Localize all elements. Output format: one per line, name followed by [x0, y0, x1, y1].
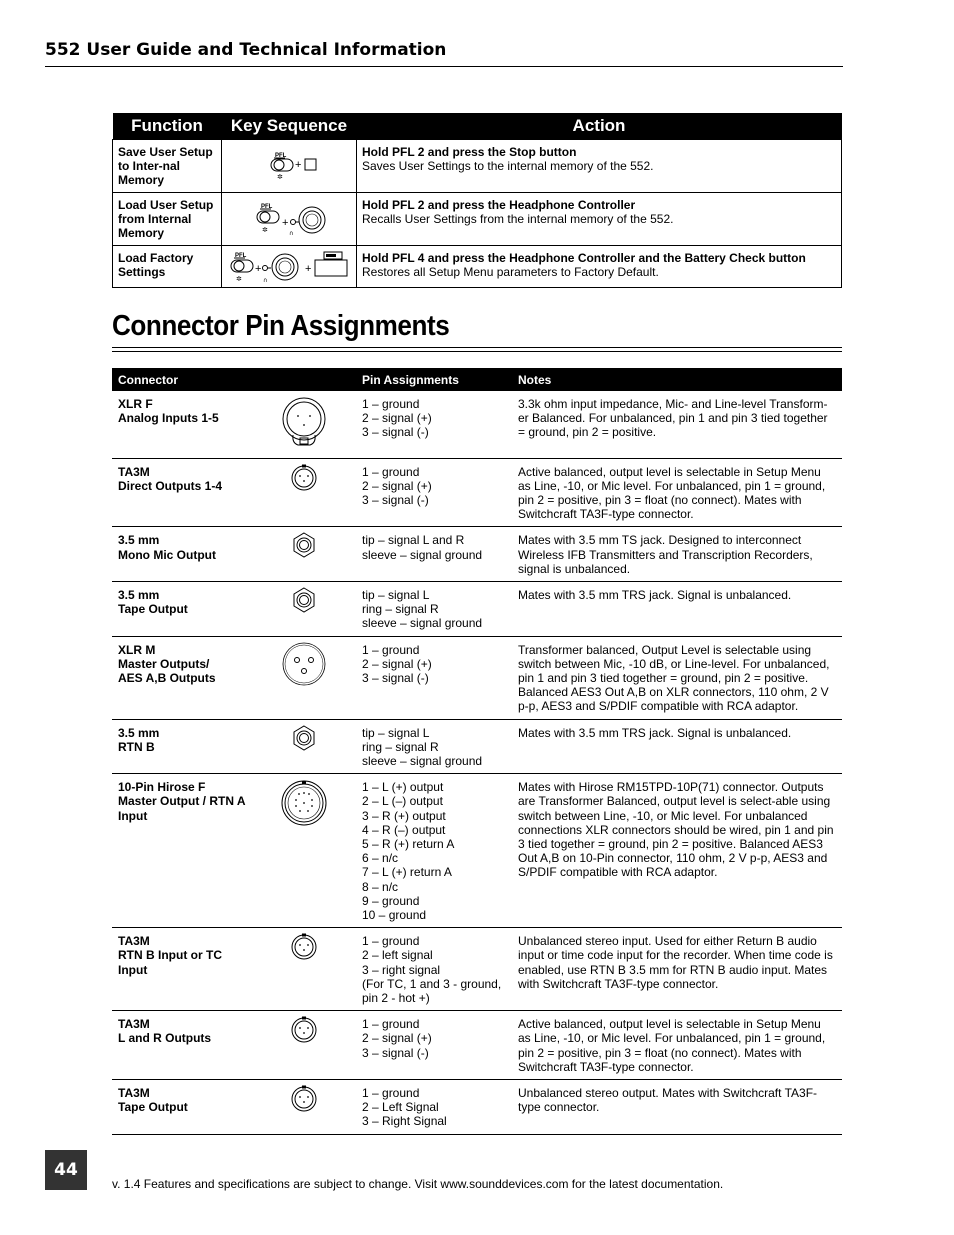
connector-name: 10-Pin Hirose F Master Output / RTN A Input	[112, 774, 252, 928]
connector-name: XLR M Master Outputs/ AES A,B Outputs	[112, 636, 252, 719]
connector-name: 3.5 mm RTN B	[112, 719, 252, 774]
action-cell	[357, 246, 842, 288]
table-row	[112, 928, 842, 1011]
pins-header: Pin Assignments	[356, 368, 512, 391]
section-title: Connector Pin Assignments	[112, 310, 450, 342]
table-row	[112, 527, 842, 582]
mini-jack-icon	[252, 719, 356, 774]
pin-assignments: 1 – ground 2 – left signal 3 – right signal (For TC, 1 and 3 - ground, pin 2 - hot +)	[356, 928, 512, 1011]
svg-text:✲: ✲	[236, 274, 242, 283]
xlr-male-icon	[252, 636, 356, 719]
pfl-label: PFL	[261, 204, 273, 210]
function-cell: Load User Setup from Internal Memory	[113, 193, 222, 246]
pfl-label: PFL	[235, 252, 247, 259]
action-header: Action	[357, 113, 842, 140]
table-row	[112, 636, 842, 719]
key-table-row	[113, 193, 842, 246]
xlr-female-icon	[252, 391, 356, 458]
connector-notes: Unbalanced stereo input. Used for either Return B audio input or time code input for the recorder. When time code is enabled, use RTN B 3.5 mm for RTN B audio input. Mates with Switchcraft TA3F-type connector.	[512, 928, 842, 1011]
svg-text:✲: ✲	[277, 173, 283, 181]
ta3m-icon	[252, 928, 356, 1011]
pfl-label: PFL	[275, 153, 287, 159]
action-description: Restores all Setup Menu parameters to Factory Default.	[362, 265, 659, 279]
ta3m-icon	[252, 1080, 356, 1135]
page-header-title: 552 User Guide and Technical Information	[45, 40, 447, 60]
key-table-row	[113, 246, 842, 288]
table-row	[112, 1011, 842, 1080]
hirose-10pin-icon	[252, 774, 356, 928]
section-rule	[112, 351, 842, 352]
table-row	[112, 719, 842, 774]
key-sequence-header: Key Sequence	[222, 113, 357, 140]
connector-name: XLR F Analog Inputs 1-5	[112, 391, 252, 458]
action-title: Hold PFL 4 and press the Headphone Controller and the Battery Check button	[362, 251, 806, 265]
table-row	[112, 391, 842, 458]
table-row	[112, 1080, 842, 1135]
svg-text:∩: ∩	[263, 276, 268, 284]
table-row	[112, 458, 842, 527]
pin-assignments: 1 – ground 2 – signal (+) 3 – signal (-)	[356, 1011, 512, 1080]
connector-notes: Transformer balanced, Output Level is selectable using switch between Mic, -10 dB, or Line-level. For unbalanced, pin 1 and pin 3 tied together = ground, pin 2 = positive. Balanced AES3 Out A,B on XLR connectors, 110 ohm, 2 V p-p, AES3 and S/PDIF compatible with RCA adaptor.	[512, 636, 842, 719]
action-description: Recalls User Settings from the internal memory of the 552.	[362, 212, 674, 226]
page-number-badge: 44	[45, 1150, 87, 1190]
pin-assignments: 1 – L (+) output 2 – L (–) output 3 – R (+) output 4 – R (–) output 5 – R (+) return A 6 – n/c 7 – L (+) return A 8 – n/c 9 – ground 10 – ground	[356, 774, 512, 928]
pin-assignments: 1 – ground 2 – signal (+) 3 – signal (-)	[356, 458, 512, 527]
action-title: Hold PFL 2 and press the Stop button	[362, 145, 577, 159]
pin-assignments: tip – signal L ring – signal R sleeve – signal ground	[356, 719, 512, 774]
footer-text: v. 1.4 Features and specifications are subject to change. Visit www.sounddevices.com for the latest documentation.	[112, 1177, 724, 1191]
connector-notes: Active balanced, output level is selectable in Setup Menu as Line, -10, or Mic level. For unbalanced, pin 1 = ground, pin 2 = positive, pin 3 = float (no connect). Mates with Switchcraft TA3F-type connector.	[512, 458, 842, 527]
pin-assignments: 1 – ground 2 – Left Signal 3 – Right Signal	[356, 1080, 512, 1135]
notes-header: Notes	[512, 368, 842, 391]
table-row	[112, 774, 842, 928]
connector-notes: Mates with 3.5 mm TRS jack. Signal is unbalanced.	[512, 581, 842, 636]
connector-name: TA3M Tape Output	[112, 1080, 252, 1135]
action-description: Saves User Settings to the internal memory of the 552.	[362, 159, 654, 173]
ta3m-icon	[252, 1011, 356, 1080]
mini-jack-icon	[252, 527, 356, 582]
icon-header	[252, 368, 356, 391]
key-table-row	[113, 140, 842, 193]
connector-table	[112, 368, 842, 1135]
action-cell	[357, 140, 842, 193]
pin-assignments: tip – signal L ring – signal R sleeve – signal ground	[356, 581, 512, 636]
connector-name: TA3M L and R Outputs	[112, 1011, 252, 1080]
connector-notes: Mates with 3.5 mm TRS jack. Signal is unbalanced.	[512, 719, 842, 774]
svg-text:+: +	[282, 217, 289, 229]
pfl-plus-headphone-icon	[222, 193, 357, 246]
svg-text:✲: ✲	[262, 226, 268, 234]
table-row	[112, 581, 842, 636]
function-cell: Save User Setup to Inter-nal Memory	[113, 140, 222, 193]
connector-notes: Active balanced, output level is selectable in Setup Menu as Line, -10, or Mic level. For unbalanced, pin 1 = ground, pin 2 = positive, pin 3 = float (no connect). Mates with Switchcraft TA3F-type connector.	[512, 1011, 842, 1080]
action-title: Hold PFL 2 and press the Headphone Controller	[362, 198, 636, 212]
connector-notes: 3.3k ohm input impedance, Mic- and Line-level Transform-er Balanced. For unbalanced, pin 1 and pin 3 tied together = ground, pin 2 = positive.	[512, 391, 842, 458]
svg-text:+: +	[255, 262, 262, 275]
section-rule	[112, 347, 842, 348]
key-sequence-table	[112, 113, 842, 288]
header-rule	[45, 66, 843, 67]
function-header: Function	[113, 113, 222, 140]
pfl-plus-stop-icon	[222, 140, 357, 193]
pin-assignments: 1 – ground 2 – signal (+) 3 – signal (-)	[356, 391, 512, 458]
action-cell	[357, 193, 842, 246]
connector-name: 3.5 mm Tape Output	[112, 581, 252, 636]
connector-notes: Mates with 3.5 mm TS jack. Designed to interconnect Wireless IFB Transmitters and Transcription Recorders, signal is unbalanced.	[512, 527, 842, 582]
ta3m-icon	[252, 458, 356, 527]
mini-jack-icon	[252, 581, 356, 636]
svg-text:∩: ∩	[289, 230, 294, 237]
svg-text:+: +	[295, 159, 302, 171]
pin-assignments: tip – signal L and R sleeve – signal ground	[356, 527, 512, 582]
pin-assignments: 1 – ground 2 – signal (+) 3 – signal (-)	[356, 636, 512, 719]
function-cell: Load Factory Settings	[113, 246, 222, 288]
connector-name: TA3M Direct Outputs 1-4	[112, 458, 252, 527]
svg-text:+: +	[305, 262, 312, 275]
connector-notes: Unbalanced stereo output. Mates with Switchcraft TA3F-type connector.	[512, 1080, 842, 1135]
connector-notes: Mates with Hirose RM15TPD-10P(71) connector. Outputs are Transformer Balanced, output level is select-able using switch between Line, -10, or Mic level. For unbalanced connections XLR connectors should be wired, pin 1 and pin 3 tied together = ground, pin 2 = positive. Balanced AES3 Out A,B on 10-Pin connector, 110 ohm, 2 V p-p, AES3 and S/PDIF compatible with RCA adaptor.	[512, 774, 842, 928]
connector-name: 3.5 mm Mono Mic Output	[112, 527, 252, 582]
pfl-plus-headphone-plus-battery-icon	[222, 246, 357, 288]
connector-name: TA3M RTN B Input or TC Input	[112, 928, 252, 1011]
connector-header: Connector	[112, 368, 252, 391]
